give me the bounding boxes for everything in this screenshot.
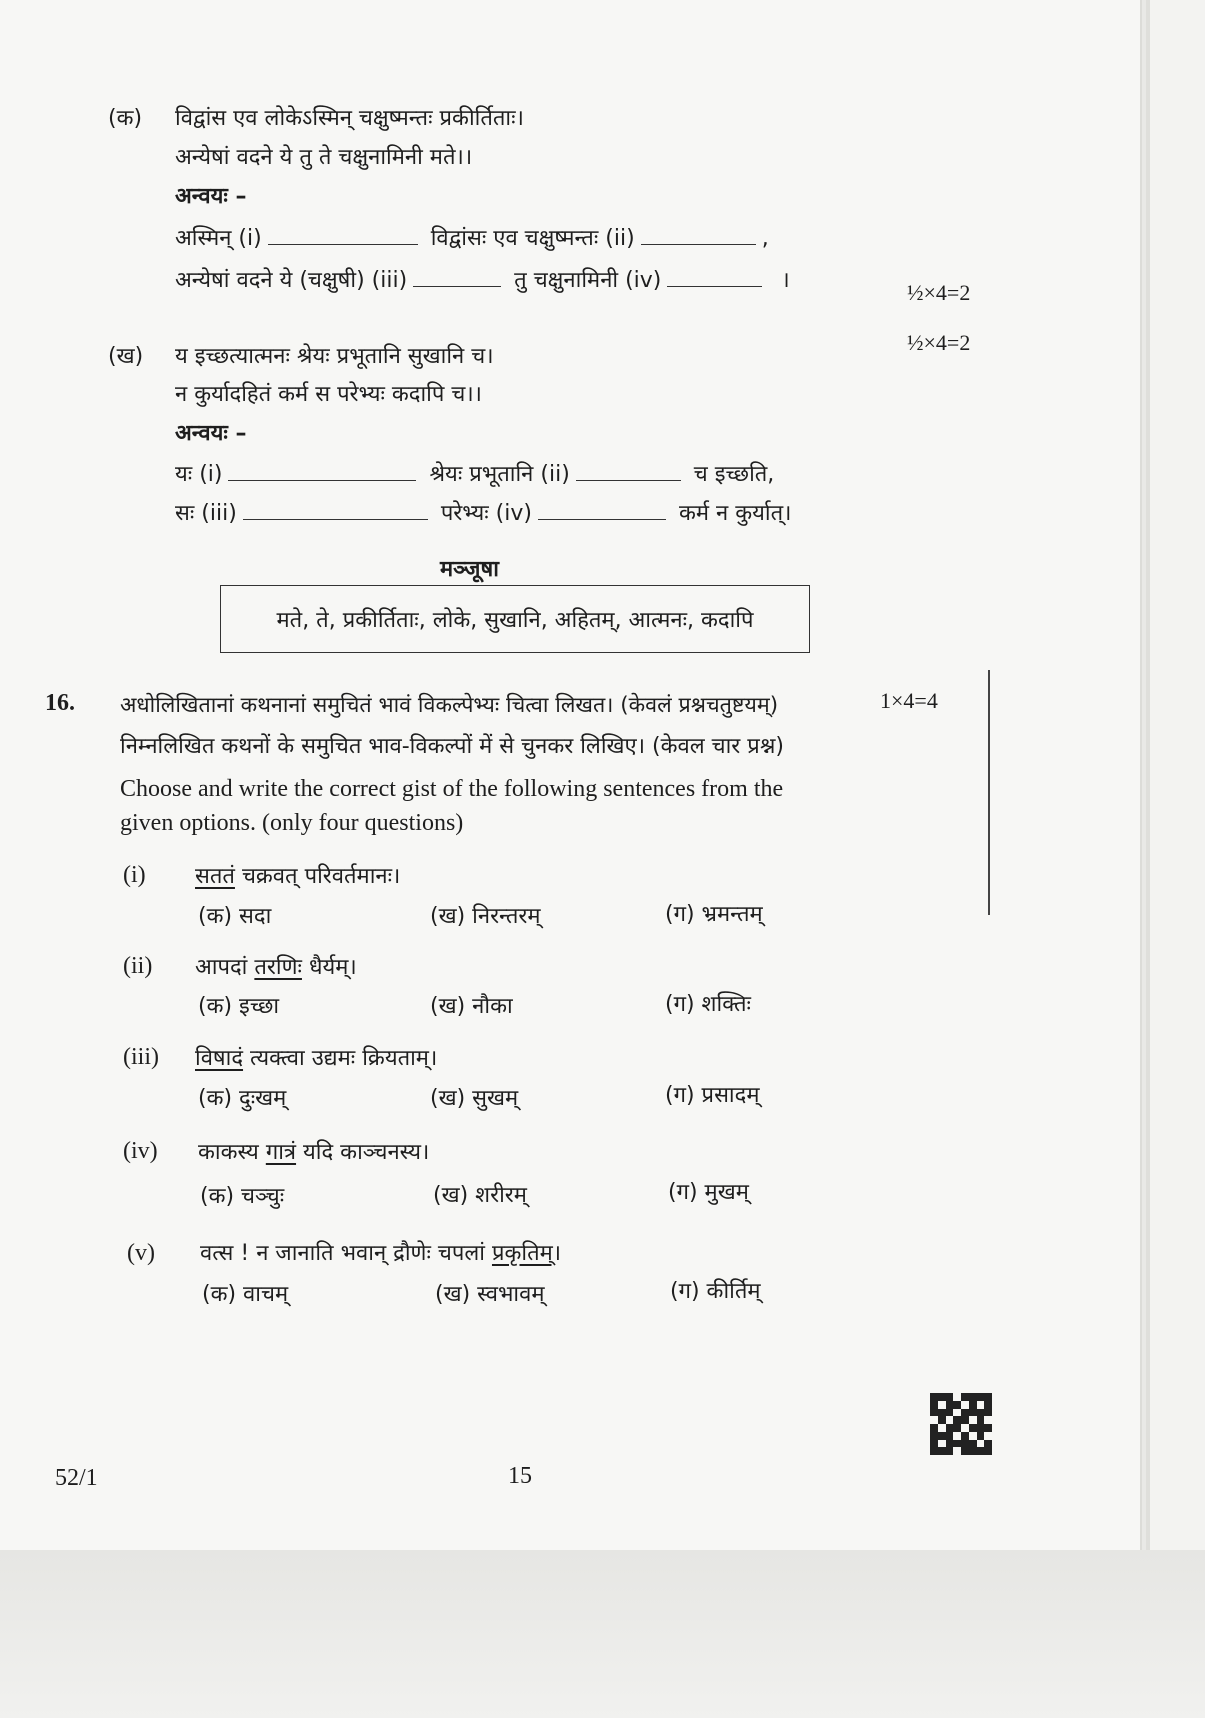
sentence-post: धैर्यम्। <box>301 955 357 980</box>
kha-marks: ½×4=2 <box>907 330 971 355</box>
ka-a1: अस्मिन् (i) <box>175 226 262 251</box>
option-ka: (क) वाचम् <box>202 1282 289 1307</box>
q16-instruction-english-line1: Choose and write the correct gist of the following sentences from the <box>120 776 784 802</box>
item-number: (ii) <box>123 953 153 979</box>
option-ga: (ग) मुखम् <box>668 1180 749 1205</box>
page-number: 15 <box>508 1463 532 1489</box>
option-ga: (ग) शक्तिः <box>665 992 751 1017</box>
kha-a5: परेभ्यः (iv) <box>440 501 532 526</box>
item-sentence <box>195 1042 437 1072</box>
item-number: (v) <box>127 1240 155 1266</box>
item-sentence <box>195 951 357 981</box>
sentence-post: त्यक्त्वा उद्यमः क्रियताम्। <box>243 1046 438 1071</box>
kha-anvaya-heading: अन्वयः – <box>175 421 247 446</box>
kha-a1: यः (i) <box>175 462 223 487</box>
q16-marks: 1×4=4 <box>880 688 938 713</box>
background-surface <box>0 1550 1205 1718</box>
option-kha: (ख) निरन्तरम् <box>430 904 541 929</box>
ka-anvaya-line1 <box>175 222 769 252</box>
ka-verse-line1: विद्वांस एव लोकेऽस्मिन् चक्षुष्मन्तः प्रकीर्तिताः। <box>175 106 524 131</box>
sentence-pre: वत्स ! न जानाति भवान् द्रौणेः चपलां <box>200 1241 492 1266</box>
blank-ka-i <box>268 244 418 245</box>
kha-verse-line2: न कुर्यादहितं कर्म स परेभ्यः कदापि च।। <box>175 382 483 407</box>
ka-a6: । <box>781 268 790 293</box>
blank-kha-iv <box>538 519 666 520</box>
ka-verse-line2: अन्येषां वदने ये तु ते चक्षुनामिनी मते।। <box>175 145 473 170</box>
kha-a2: श्रेयः प्रभूतानि (ii) <box>429 462 570 487</box>
kha-anvaya-line2 <box>175 497 791 527</box>
underlined-word: तरणिः <box>254 955 302 980</box>
kha-a6: कर्म न कुर्यात्। <box>678 501 792 526</box>
item-sentence <box>200 1237 561 1267</box>
item-number: (iii) <box>123 1044 159 1070</box>
option-kha: (ख) सुखम् <box>430 1086 519 1111</box>
q16-number: 16. <box>45 690 75 716</box>
sentence-pre: आपदां <box>195 955 255 980</box>
sentence-post: चक्रवत् परिवर्तमानः। <box>234 864 401 889</box>
margin-line <box>988 670 990 915</box>
ka-marks: ½×4=2 <box>907 280 971 305</box>
ka-anvaya-heading: अन्वयः – <box>175 184 247 209</box>
kha-label: (ख) <box>108 344 144 369</box>
option-kha: (ख) शरीरम् <box>433 1183 527 1208</box>
option-ga: (ग) कीर्तिम् <box>670 1279 761 1304</box>
option-ka: (क) इच्छा <box>198 994 280 1019</box>
item-number: (i) <box>123 862 146 888</box>
qr-code-icon <box>930 1393 992 1455</box>
underlined-word: सततं <box>195 864 235 889</box>
item-sentence <box>198 1136 429 1166</box>
blank-kha-iii <box>243 519 428 520</box>
q16-instruction-hindi: निम्नलिखित कथनों के समुचित भाव-विकल्पों में से चुनकर लिखिए। (केवल चार प्रश्न) <box>120 734 784 759</box>
sentence-post: । <box>552 1241 562 1266</box>
blank-kha-i <box>228 480 416 481</box>
underlined-word: प्रकृतिम् <box>491 1241 553 1266</box>
ka-anvaya-line2 <box>175 264 790 294</box>
kha-a4: सः (iii) <box>175 501 237 526</box>
option-ka: (क) सदा <box>198 904 272 929</box>
option-ka: (क) चञ्चुः <box>200 1184 285 1209</box>
q16-instruction-sanskrit: अधोलिखितानां कथनानां समुचितं भावं विकल्पेभ्यः चित्वा लिखत। (केवलं प्रश्नचतुष्टयम्) <box>120 693 779 718</box>
sentence-pre: काकस्य <box>198 1140 266 1165</box>
underlined-word: विषादं <box>195 1046 244 1071</box>
item-sentence <box>195 860 400 890</box>
underlined-word: गात्रं <box>265 1140 297 1165</box>
blank-ka-iii <box>413 286 501 287</box>
paper-code: 52/1 <box>55 1465 98 1491</box>
blank-ka-ii <box>641 244 756 245</box>
option-kha: (ख) नौका <box>430 994 513 1019</box>
option-ka: (क) दुःखम् <box>198 1086 287 1111</box>
blank-ka-iv <box>667 286 762 287</box>
manjusha-words: मते, ते, प्रकीर्तिताः, लोके, सुखानि, अहितम्, आत्मनः, कदापि <box>276 608 754 633</box>
option-ga: (ग) प्रसादम् <box>665 1083 760 1108</box>
kha-anvaya-line1 <box>175 458 774 488</box>
sentence-post: यदि काञ्चनस्य। <box>296 1140 430 1165</box>
ka-a5: तु चक्षुनामिनी (iv) <box>514 268 662 293</box>
option-kha: (ख) स्वभावम् <box>435 1282 545 1307</box>
manjusha-title: मञ्जूषा <box>440 557 499 582</box>
manjusha-box <box>220 585 810 653</box>
kha-verse-line1: य इच्छत्यात्मनः श्रेयः प्रभूतानि सुखानि च। <box>175 344 494 369</box>
ka-a3: , <box>761 226 769 251</box>
kha-a3: च इच्छति, <box>693 462 775 487</box>
item-number: (iv) <box>123 1138 158 1164</box>
ka-a4: अन्येषां वदने ये (चक्षुषी) (iii) <box>175 268 408 293</box>
blank-kha-ii <box>576 480 681 481</box>
option-ga: (ग) भ्रमन्तम् <box>665 902 763 927</box>
q16-instruction-english-line2: given options. (only four questions) <box>120 810 464 836</box>
ka-label: (क) <box>108 106 143 131</box>
ka-a2: विद्वांसः एव चक्षुष्मन्तः (ii) <box>430 226 635 251</box>
